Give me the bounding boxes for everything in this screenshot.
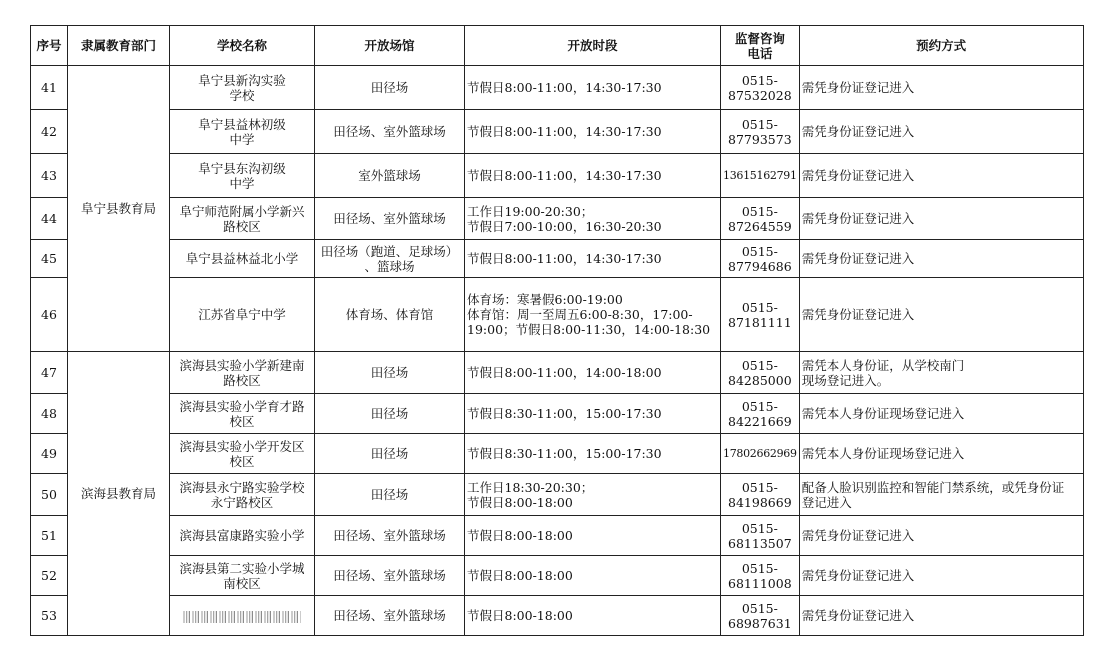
header-venue: 开放场馆 [315, 26, 465, 66]
booking-method: 需凭身份证登记进入 [799, 66, 1083, 110]
booking-method: 需凭本人身份证现场登记进入 [799, 394, 1083, 434]
booking-method: 需凭身份证登记进入 [799, 110, 1083, 154]
row-index: 45 [31, 240, 68, 278]
phone: 0515- 84221669 [721, 394, 800, 434]
school-name: 阜宁县新沟实验 学校 [170, 66, 315, 110]
open-hours: 节假日8:00-18:00 [465, 556, 721, 596]
venue: 田径场、室外篮球场 [315, 516, 465, 556]
school-name: 阜宁县益林益北小学 [170, 240, 315, 278]
phone: 0515- 87181111 [721, 278, 800, 352]
row-index: 44 [31, 198, 68, 240]
booking-method: 需凭身份证登记进入 [799, 556, 1083, 596]
header-booking: 预约方式 [799, 26, 1083, 66]
phone: 0515- 87794686 [721, 240, 800, 278]
venue: 体育场、体育馆 [315, 278, 465, 352]
school-name: 阜宁县益林初级 中学 [170, 110, 315, 154]
open-hours: 体育场：寒暑假6:00-19:00 体育馆：周一至周五6:00-8:30，17:00- 19:00；节假日8:00-11:30，14:00-18:30 [465, 278, 721, 352]
redacted-school-name [183, 611, 301, 623]
open-hours: 节假日8:30-11:00，15:00-17:30 [465, 394, 721, 434]
school-name [170, 596, 315, 636]
open-hours: 节假日8:00-18:00 [465, 516, 721, 556]
table-row [31, 394, 1084, 434]
phone: 17802662969 [721, 434, 800, 474]
department-cell: 阜宁县教育局 [68, 66, 170, 352]
open-hours: 节假日8:00-11:00，14:30-17:30 [465, 66, 721, 110]
booking-method: 需凭本人身份证现场登记进入 [799, 434, 1083, 474]
table-row [31, 278, 1084, 352]
row-index: 52 [31, 556, 68, 596]
header-index: 序号 [31, 26, 68, 66]
venue: 田径场（跑道、足球场） 、篮球场 [315, 240, 465, 278]
open-hours: 节假日8:30-11:00，15:00-17:30 [465, 434, 721, 474]
phone: 0515- 68113507 [721, 516, 800, 556]
open-hours: 节假日8:00-18:00 [465, 596, 721, 636]
row-index: 49 [31, 434, 68, 474]
row-index: 42 [31, 110, 68, 154]
header-phone: 监督咨询 电话 [721, 26, 800, 66]
venue: 田径场、室外篮球场 [315, 596, 465, 636]
table-row [31, 154, 1084, 198]
venue: 室外篮球场 [315, 154, 465, 198]
booking-method: 需凭身份证登记进入 [799, 240, 1083, 278]
booking-method: 配备人脸识别监控和智能门禁系统，或凭身份证 登记进入 [799, 474, 1083, 516]
row-index: 50 [31, 474, 68, 516]
table-row [31, 474, 1084, 516]
school-venue-table [30, 25, 1084, 636]
open-hours: 工作日18:30-20:30； 节假日8:00-18:00 [465, 474, 721, 516]
table-body [31, 66, 1084, 636]
table-row [31, 556, 1084, 596]
row-index: 51 [31, 516, 68, 556]
school-name: 阜宁师范附属小学新兴 路校区 [170, 198, 315, 240]
school-name: 滨海县富康路实验小学 [170, 516, 315, 556]
department-cell: 滨海县教育局 [68, 352, 170, 636]
phone: 0515- 84285000 [721, 352, 800, 394]
table-row [31, 110, 1084, 154]
row-index: 46 [31, 278, 68, 352]
school-name: 滨海县第二实验小学城 南校区 [170, 556, 315, 596]
school-name: 滨海县永宁路实验学校 永宁路校区 [170, 474, 315, 516]
venue: 田径场、室外篮球场 [315, 110, 465, 154]
table-row [31, 596, 1084, 636]
phone: 0515- 87793573 [721, 110, 800, 154]
table-row [31, 240, 1084, 278]
phone: 0515- 87264559 [721, 198, 800, 240]
school-name: 滨海县实验小学新建南 路校区 [170, 352, 315, 394]
open-hours: 节假日8:00-11:00，14:30-17:30 [465, 240, 721, 278]
header-department: 隶属教育部门 [68, 26, 170, 66]
phone: 0515- 84198669 [721, 474, 800, 516]
row-index: 53 [31, 596, 68, 636]
school-name: 滨海县实验小学开发区 校区 [170, 434, 315, 474]
venue: 田径场 [315, 434, 465, 474]
school-name: 滨海县实验小学育才路 校区 [170, 394, 315, 434]
open-hours: 节假日8:00-11:00，14:30-17:30 [465, 154, 721, 198]
venue: 田径场、室外篮球场 [315, 198, 465, 240]
venue: 田径场 [315, 66, 465, 110]
school-name: 江苏省阜宁中学 [170, 278, 315, 352]
phone: 13615162791 [721, 154, 800, 198]
venue: 田径场 [315, 352, 465, 394]
venue: 田径场、室外篮球场 [315, 556, 465, 596]
booking-method: 需凭身份证登记进入 [799, 596, 1083, 636]
table-row [31, 434, 1084, 474]
phone: 0515- 68987631 [721, 596, 800, 636]
booking-method: 需凭本人身份证，从学校南门 现场登记进入。 [799, 352, 1083, 394]
row-index: 47 [31, 352, 68, 394]
open-hours: 工作日19:00-20:30； 节假日7:00-10:00，16:30-20:30 [465, 198, 721, 240]
table-row [31, 352, 1084, 394]
venue: 田径场 [315, 394, 465, 434]
header-open-hours: 开放时段 [465, 26, 721, 66]
open-hours: 节假日8:00-11:00，14:30-17:30 [465, 110, 721, 154]
booking-method: 需凭身份证登记进入 [799, 154, 1083, 198]
row-index: 48 [31, 394, 68, 434]
table-row [31, 198, 1084, 240]
row-index: 43 [31, 154, 68, 198]
table-header-row [31, 26, 1084, 66]
phone: 0515- 68111008 [721, 556, 800, 596]
row-index: 41 [31, 66, 68, 110]
phone: 0515- 87532028 [721, 66, 800, 110]
table-row [31, 66, 1084, 110]
header-school-name: 学校名称 [170, 26, 315, 66]
school-name: 阜宁县东沟初级 中学 [170, 154, 315, 198]
booking-method: 需凭身份证登记进入 [799, 198, 1083, 240]
booking-method: 需凭身份证登记进入 [799, 516, 1083, 556]
venue: 田径场 [315, 474, 465, 516]
booking-method: 需凭身份证登记进入 [799, 278, 1083, 352]
table-row [31, 516, 1084, 556]
open-hours: 节假日8:00-11:00，14:00-18:00 [465, 352, 721, 394]
